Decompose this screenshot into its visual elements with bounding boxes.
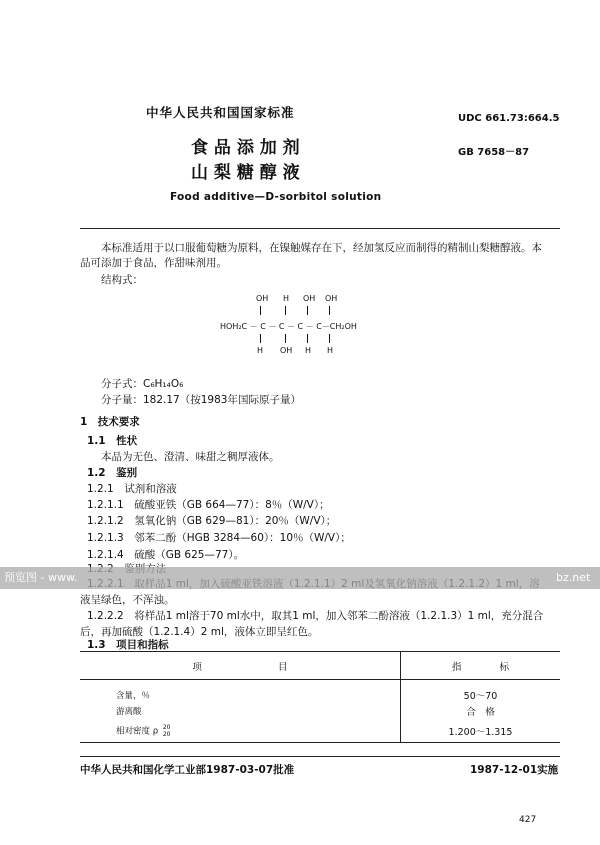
- structure-label: 结构式：: [101, 274, 143, 286]
- footer-rule: [80, 756, 560, 757]
- method-2-line-2: 后，再加硫酸（1.2.1.4）2 ml，液体立即呈红色。: [80, 626, 319, 638]
- criteria-table: [80, 651, 560, 743]
- table-row: [80, 680, 560, 703]
- bottom-group-4: H: [327, 346, 334, 355]
- bond-bottom-2: [285, 334, 286, 343]
- reagent-1: 1.2.1.1 硫酸亚铁（GB 664—77）：8％（W/V）；: [87, 499, 330, 511]
- standard-title-line1: 食 品 添 加 剂: [191, 138, 300, 158]
- watermark-left-text: 预览图 - www.: [4, 571, 78, 584]
- bond-top-3: [307, 306, 308, 315]
- molecular-formula: C₆H₁₄O₆: [143, 378, 184, 390]
- issuer-title: 中华人民共和国国家标准: [146, 105, 295, 120]
- standard-title-line2: 山 梨 糖 醇 液: [191, 163, 300, 183]
- intro-line-1: 本标准适用于以口服葡萄糖为原料，在镍触媒存在下，经加氢反应而制得的精制山梨糖醇液。本: [101, 242, 542, 254]
- column-header-item: 项 目: [80, 652, 401, 680]
- table-row: [80, 702, 560, 720]
- preview-watermark: [0, 567, 600, 589]
- bond-top-1: [260, 306, 261, 315]
- row-value: 合 格: [466, 707, 495, 718]
- density-label: 相对密度 ρ: [116, 726, 159, 737]
- section-1-heading: 1 技术要求: [80, 416, 140, 428]
- section-1-2-heading: 1.2 鉴别: [87, 467, 138, 479]
- gb-code: GB 7658－87: [458, 147, 530, 158]
- density-scripts: [163, 724, 171, 738]
- row-value: 50～70: [463, 691, 498, 702]
- reagent-3: 1.2.1.3 邻苯二酚（HGB 3284—60）：10％（W/V）；: [87, 532, 351, 544]
- intro-line-2: 品可添加于食品，作甜味剂用。: [80, 257, 227, 269]
- bond-bottom-3: [307, 334, 308, 343]
- reagent-2: 1.2.1.2 氢氧化钠（GB 629—81）：20％（W/V）；: [87, 515, 337, 527]
- header-rule: [80, 228, 560, 229]
- table-header-row: [80, 652, 560, 680]
- density-subscript: 20: [162, 730, 171, 738]
- bottom-group-3: H: [305, 346, 312, 355]
- bottom-group-2: OH: [280, 346, 293, 355]
- bond-top-2: [285, 306, 286, 315]
- row-item: 含量，％: [80, 680, 401, 703]
- section-1-1-heading: 1.1 性状: [87, 435, 138, 447]
- table-row: [80, 720, 560, 742]
- top-group-3: OH: [303, 294, 316, 303]
- bond-top-4: [329, 306, 330, 315]
- bottom-group-1: H: [257, 346, 264, 355]
- molecular-formula-row: [101, 376, 183, 391]
- udc-code: UDC 661.73:664.5: [458, 113, 560, 124]
- top-group-1: OH: [256, 294, 269, 303]
- row-item: 游离酸: [80, 702, 401, 720]
- english-title: Food additive—D-sorbitol solution: [170, 191, 382, 203]
- page-number: 427: [519, 815, 537, 825]
- effective-date: 1987-12-01实施: [470, 764, 559, 776]
- row-value: 1.200～1.315: [448, 726, 513, 738]
- density-superscript: 20: [162, 723, 171, 731]
- section-1-3-heading: 1.3 项目和指标: [87, 639, 169, 651]
- approval-note: 中华人民共和国化学工业部1987-03-07批准: [80, 764, 295, 776]
- method-1-line-2: 液呈绿色，不浑浊。: [80, 594, 175, 606]
- top-group-2: H: [283, 294, 290, 303]
- molecular-weight: 182.17（按1983年国际原子量）: [143, 394, 301, 406]
- molecular-formula-label: 分子式：: [101, 378, 143, 390]
- reagent-4: 1.2.1.4 硫酸（GB 625—77）。: [87, 549, 245, 561]
- method-2-line-1: 1.2.2.2 将样品1 ml溶于70 ml水中，取其1 ml，加入邻苯二酚溶液（1.2.1.3）1 ml，充分混合: [87, 610, 544, 622]
- section-1-1-text: 本品为无色、澄清、味甜之稠厚液体。: [101, 451, 280, 463]
- top-group-4: OH: [325, 294, 338, 303]
- bond-bottom-1: [260, 334, 261, 343]
- molecular-weight-label: 分子量：: [101, 394, 143, 406]
- row-item: [80, 720, 401, 742]
- watermark-right-text: bz.net: [556, 571, 591, 584]
- bond-bottom-4: [329, 334, 330, 343]
- column-header-value: 指 标: [451, 661, 509, 673]
- section-1-2-1-heading: 1.2.1 试剂和溶液: [87, 483, 177, 495]
- molecular-weight-row: [101, 392, 301, 407]
- main-chain: HOH₂C － C － C － C － C－CH₂OH: [220, 322, 357, 331]
